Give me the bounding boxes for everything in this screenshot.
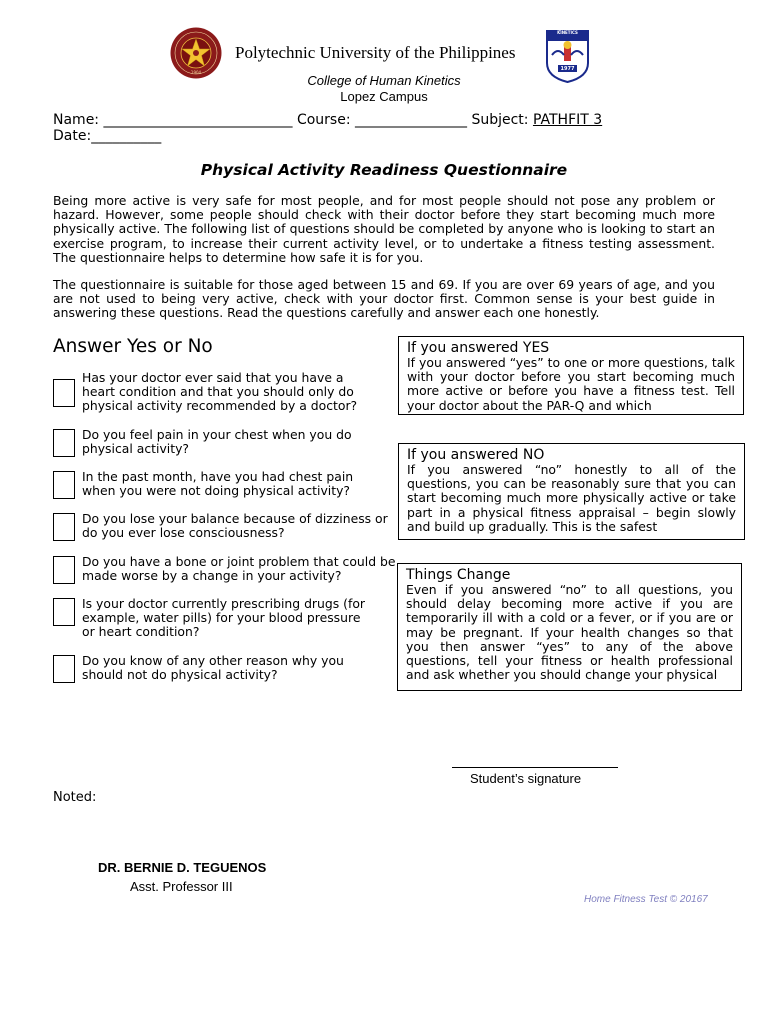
answer-checkbox[interactable] <box>53 471 75 499</box>
intro-paragraph-2: The questionnaire is suitable for those aged between 15 and 69. If you are over 69 years of age, and you are not used to being very active, check with your doctor first. Common sense is your best guide in answering these questions. Read the questions carefully and answer each one honestly. <box>53 277 715 321</box>
signatory-name: DR. BERNIE D. TEGUENOS <box>98 860 267 875</box>
answer-checkbox[interactable] <box>53 379 75 407</box>
question-item <box>82 555 396 583</box>
question-line: should not do physical activity? <box>82 667 278 683</box>
question-item <box>82 371 357 414</box>
campus-name: Lopez Campus <box>340 89 428 104</box>
form-line-1 <box>53 112 602 128</box>
student-signature-label: Student’s signature <box>470 771 582 786</box>
college-name: College of Human Kinetics <box>307 73 461 88</box>
noted-label: Noted: <box>53 790 97 805</box>
answer-checkbox[interactable] <box>53 598 75 626</box>
signatory-title: Asst. Professor III <box>130 879 233 894</box>
answer-checkbox[interactable] <box>53 556 75 584</box>
answer-checkbox[interactable] <box>53 513 75 541</box>
if-yes-body: If you answered “yes” to one or more questions, talk with your doctor before you start becoming much more active or before you have a fitness test. Tell your doctor about the PAR-Q and which <box>407 355 735 413</box>
things-change-body: Even if you answered “no” to all questions, you should delay becoming more active if you are temporarily ill with a cold or a fever, or if you are or may be pregnant. If your health changes so that you then answer “yes” to any of the above questions, tell your fitness or health professional and ask whether you should change your physical <box>406 582 733 683</box>
answer-checkbox[interactable] <box>53 655 75 683</box>
answer-checkbox[interactable] <box>53 429 75 457</box>
chk-logo-text: College of HUMAN KINETICS <box>547 27 588 35</box>
question-item <box>82 512 388 540</box>
university-name: Polytechnic University of the Philippines <box>235 43 516 62</box>
if-yes-box <box>398 336 744 415</box>
name-label: Name: <box>53 112 100 128</box>
question-item <box>82 597 365 640</box>
subject-value: PATHFIT 3 <box>532 112 603 128</box>
chk-logo-year: 1977 <box>560 66 575 72</box>
form-line-2 <box>53 128 161 144</box>
if-no-body: If you answered “no” honestly to all of the questions, you can be reasonably sure that you can start becoming much more physically active or take part in a physical fitness appraisal – begin slowly and build up gradually. This is the safest <box>407 462 736 534</box>
question-line: when you were not doing physical activity? <box>82 483 351 499</box>
things-change-box <box>397 563 742 691</box>
question-line: made worse by a change in your activity? <box>82 568 342 584</box>
question-line: or heart condition? <box>82 624 200 640</box>
document-title: Physical Activity Readiness Questionnaire <box>200 161 568 179</box>
question-line: physical activity recommended by a doctor? <box>82 398 358 414</box>
course-label: Course: <box>296 112 351 128</box>
question-line: example, water pills) for your blood pressure <box>82 610 361 626</box>
question-line: Is your doctor currently prescribing drugs (for <box>82 596 366 611</box>
question-line: physical activity? <box>82 441 189 457</box>
things-change-heading: Things Change <box>406 567 511 583</box>
question-line: Do you know of any other reason why you <box>82 653 344 668</box>
question-item <box>82 428 352 456</box>
subject-label: Subject: <box>471 112 529 128</box>
if-yes-heading: If you answered YES <box>407 340 550 356</box>
question-line: In the past month, have you had chest pain <box>82 469 354 484</box>
if-no-heading: If you answered NO <box>407 447 545 463</box>
answer-heading: Answer Yes or No <box>53 336 213 357</box>
question-line: Do you lose your balance because of dizziness or <box>82 511 388 526</box>
name-field[interactable]: ___________________________ <box>103 112 293 128</box>
question-item <box>82 470 353 498</box>
date-field[interactable]: __________ <box>91 128 162 144</box>
question-line: Has your doctor ever said that you have a <box>82 370 344 385</box>
footer-credit: Home Fitness Test © 20167 <box>584 894 708 905</box>
question-line: heart condition and that you should only do <box>82 384 354 400</box>
question-item <box>82 654 344 682</box>
question-line: Do you feel pain in your chest when you do <box>82 427 352 442</box>
pup-logo-year: 1904 <box>190 70 202 75</box>
if-no-box <box>398 443 745 540</box>
question-line: Do you have a bone or joint problem that could be <box>82 554 396 569</box>
date-label: Date: <box>53 128 92 144</box>
course-field[interactable]: ________________ <box>354 112 467 128</box>
signature-line[interactable] <box>452 767 618 768</box>
question-line: do you ever lose consciousness? <box>82 525 285 541</box>
intro-paragraph: Being more active is very safe for most people, and for most people should not pose any problem or hazard. However, some people should check with their doctor before they start becoming much more physically active. The following list of questions should be completed by anyone who is looking to start an exercise program, to increase their current activity level, or to undertake a fitness testing assessment. The questionnaire helps to determine how safe it is for you. <box>53 193 715 265</box>
